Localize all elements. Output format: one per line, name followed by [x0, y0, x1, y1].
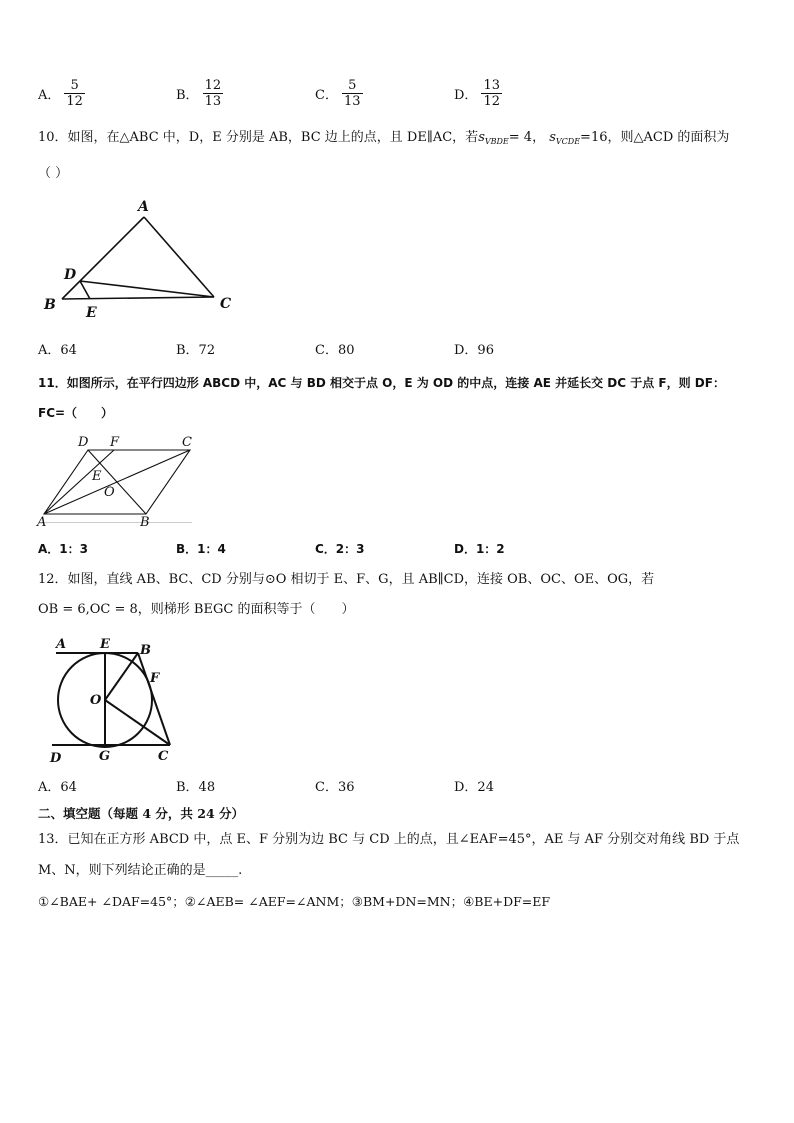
section-heading: 二、填空题（每题 4 分，共 24 分）	[38, 806, 245, 821]
q13-stem-line1: 13．已知在正方形 ABCD 中，点 E、F 分别为边 BC 与 CD 上的点，且∠EAF=45°，AE 与 AF 分别交对角线 BD 于点	[38, 832, 740, 847]
q10-option-c: C．80	[315, 343, 355, 358]
label-c: C	[220, 296, 232, 312]
q11-stem-line1: 11．如图所示，在平行四边形 ABCD 中，AC 与 BD 相交于点 O，E 为 OD 的中点，连接 AE 并延长交 DC 于点 F，则 DF：	[38, 376, 725, 390]
area-subscript: VCDE	[555, 137, 581, 146]
denominator: 13	[204, 94, 222, 109]
area-symbol: s	[478, 130, 485, 145]
area-subscript: VBDE	[484, 137, 509, 146]
q13-statements: ①∠BAE+ ∠DAF=45°；②∠AEB= ∠AEF=∠ANM；③BM+DN=MN；④BE+DF=EF	[38, 894, 551, 909]
label-a: A	[37, 515, 47, 530]
label-o: O	[104, 485, 115, 500]
q10-option-b: B．72	[176, 343, 216, 358]
denominator: 12	[483, 94, 500, 109]
option-label: C．	[315, 88, 338, 103]
option-label: D．	[454, 88, 478, 103]
label-b: B	[140, 643, 151, 658]
q11-option-b: B．1：4	[176, 542, 226, 556]
equation: =16，则△ACD 的面积为	[580, 130, 730, 145]
q11-parallelogram-figure	[36, 432, 198, 530]
figure-frame-line	[42, 522, 192, 523]
q11-stem-line2: FC=（ ）	[38, 406, 114, 420]
q12-circle-trapezoid-figure	[40, 632, 190, 770]
q9-option-b	[176, 78, 223, 109]
q11-option-c: C．2：3	[315, 542, 365, 556]
label-e: E	[92, 469, 102, 484]
numerator: 5	[348, 78, 357, 93]
label-e: E	[86, 305, 97, 321]
q10-option-d: D．96	[454, 343, 494, 358]
label-a: A	[56, 637, 67, 652]
label-d: D	[78, 435, 89, 450]
numerator: 5	[70, 78, 79, 93]
tangent-bc	[138, 653, 170, 745]
segment-dc	[80, 281, 214, 297]
q9-option-a	[38, 78, 85, 109]
q10-text: 10．如图，在△ABC 中，D，E 分别是 AB，BC 边上的点，且 DE∥AC，若	[38, 130, 479, 145]
option-label: B．	[176, 88, 199, 103]
q12-option-d: D．24	[454, 780, 494, 795]
denominator: 12	[66, 94, 83, 109]
q13-stem-line2: M、N，则下列结论正确的是_____.	[38, 863, 243, 878]
fraction	[64, 78, 85, 109]
edge-bc	[62, 297, 214, 299]
fraction	[342, 78, 363, 109]
label-c: C	[158, 749, 169, 764]
segment-de	[80, 281, 90, 299]
option-label: A．	[38, 88, 61, 103]
answer-paren: （ ）	[38, 166, 69, 181]
label-b: B	[140, 515, 150, 530]
q10-stem	[38, 128, 729, 152]
segment-ob	[105, 653, 138, 700]
numerator: 12	[204, 78, 222, 93]
label-e: E	[100, 637, 110, 652]
q10-option-a: A．64	[38, 343, 77, 358]
denominator: 13	[343, 94, 361, 109]
q11-option-d: D．1：2	[454, 542, 505, 556]
q12-option-c: C．36	[315, 780, 355, 795]
fraction	[481, 78, 502, 109]
q9-option-c	[315, 78, 363, 109]
segment-af	[44, 450, 114, 514]
label-c: C	[182, 435, 192, 450]
q12-stem-line2: OB = 6,OC = 8，则梯形 BEGC 的面积等于（ ）	[38, 602, 355, 617]
q12-stem-line1: 12．如图，直线 AB、BC、CD 分别与⊙O 相切于 E、F、G，且 AB∥CD，连接 OB、OC、OE、OG，若	[38, 572, 655, 587]
segment-oc	[105, 700, 170, 745]
area-symbol: s	[549, 130, 556, 145]
fraction	[203, 78, 224, 109]
q11-option-a: A．1：3	[38, 542, 88, 556]
q12-option-a: A．64	[38, 780, 77, 795]
label-f: F	[110, 435, 120, 450]
q10-triangle-figure	[36, 195, 246, 325]
q9-option-d	[454, 78, 502, 109]
numerator: 13	[483, 78, 500, 93]
label-a: A	[138, 199, 149, 215]
label-b: B	[44, 297, 56, 313]
label-g: G	[99, 749, 111, 764]
label-d: D	[50, 751, 62, 766]
q12-option-b: B．48	[176, 780, 216, 795]
equation: = 4，	[508, 130, 546, 145]
label-o: O	[90, 693, 102, 708]
label-d: D	[64, 267, 77, 283]
label-f: F	[150, 671, 160, 686]
edge-ac	[144, 217, 214, 297]
